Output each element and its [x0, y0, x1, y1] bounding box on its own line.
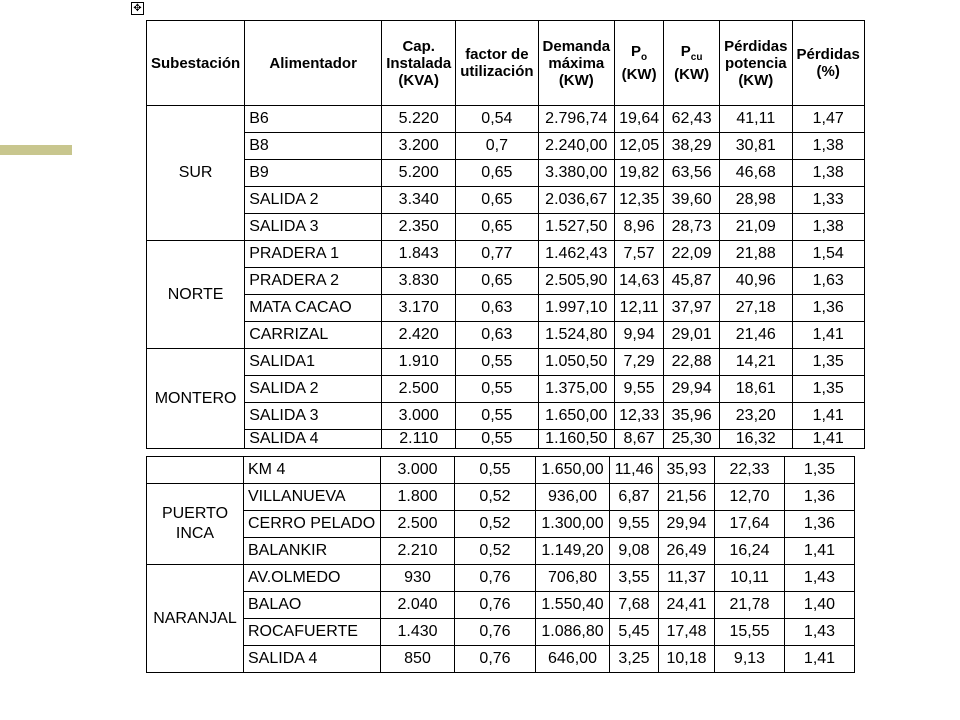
feeder-cell: CERRO PELADO [244, 511, 381, 538]
substation-cell: NARANJAL [147, 565, 244, 673]
value-cell: 12,70 [715, 484, 785, 511]
value-cell: 1,35 [785, 457, 855, 484]
value-cell: 3,55 [610, 565, 659, 592]
value-cell: 18,61 [720, 376, 792, 403]
table-row [147, 322, 865, 349]
value-cell: 0,55 [455, 457, 536, 484]
value-cell: 1,43 [785, 619, 855, 646]
value-cell: 2.040 [381, 592, 455, 619]
feeder-cell: AV.OLMEDO [244, 565, 381, 592]
value-cell: 0,55 [456, 349, 538, 376]
value-cell: 30,81 [720, 133, 792, 160]
table-row [147, 511, 855, 538]
value-cell: 1.300,00 [536, 511, 610, 538]
value-cell: 1,38 [792, 214, 864, 241]
header-substation: Subestación [147, 21, 245, 106]
value-cell: 21,88 [720, 241, 792, 268]
feeder-cell: VILLANUEVA [244, 484, 381, 511]
value-cell: 1.050,50 [538, 349, 615, 376]
header-power-losses: Pérdidas potencia (KW) [720, 21, 792, 106]
table-move-handle-icon[interactable]: ✥ [131, 2, 144, 15]
feeder-cell: KM 4 [244, 457, 381, 484]
value-cell: 62,43 [664, 106, 720, 133]
value-cell: 16,24 [715, 538, 785, 565]
table-row [147, 430, 865, 449]
header-utilization-factor: factor de utilización [456, 21, 538, 106]
value-cell: 1.430 [381, 619, 455, 646]
value-cell: 0,55 [456, 430, 538, 449]
value-cell: 21,09 [720, 214, 792, 241]
value-cell: 11,37 [659, 565, 715, 592]
value-cell: 1.524,80 [538, 322, 615, 349]
value-cell: 22,88 [664, 349, 720, 376]
value-cell: 1.149,20 [536, 538, 610, 565]
value-cell: 1.375,00 [538, 376, 615, 403]
value-cell: 1.160,50 [538, 430, 615, 449]
table-row [147, 619, 855, 646]
table-row [147, 538, 855, 565]
value-cell: 2.350 [382, 214, 456, 241]
value-cell: 11,46 [610, 457, 659, 484]
value-cell: 1.462,43 [538, 241, 615, 268]
value-cell: 3.170 [382, 295, 456, 322]
value-cell: 8,67 [615, 430, 664, 449]
value-cell: 0,52 [455, 484, 536, 511]
value-cell: 1.910 [382, 349, 456, 376]
value-cell: 1,41 [792, 322, 864, 349]
header-row [147, 21, 865, 106]
value-cell: 29,94 [659, 511, 715, 538]
value-cell: 45,87 [664, 268, 720, 295]
value-cell: 1,47 [792, 106, 864, 133]
table-row [147, 457, 855, 484]
value-cell: 936,00 [536, 484, 610, 511]
value-cell: 8,96 [615, 214, 664, 241]
value-cell: 22,09 [664, 241, 720, 268]
value-cell: 29,01 [664, 322, 720, 349]
value-cell: 1.843 [382, 241, 456, 268]
value-cell: 9,94 [615, 322, 664, 349]
value-cell: 1,41 [792, 430, 864, 449]
value-cell: 2.796,74 [538, 106, 615, 133]
value-cell: 0,63 [456, 295, 538, 322]
value-cell: 0,65 [456, 268, 538, 295]
value-cell: 26,49 [659, 538, 715, 565]
feeder-cell: ROCAFUERTE [244, 619, 381, 646]
feeder-cell: B9 [245, 160, 382, 187]
feeder-cell: CARRIZAL [245, 322, 382, 349]
value-cell: 12,33 [615, 403, 664, 430]
value-cell: 2.110 [382, 430, 456, 449]
value-cell: 3.200 [382, 133, 456, 160]
value-cell: 7,29 [615, 349, 664, 376]
table-row [147, 241, 865, 268]
table-row [147, 376, 865, 403]
value-cell: 46,68 [720, 160, 792, 187]
value-cell: 21,56 [659, 484, 715, 511]
value-cell: 10,11 [715, 565, 785, 592]
value-cell: 1,33 [792, 187, 864, 214]
value-cell: 37,97 [664, 295, 720, 322]
value-cell: 39,60 [664, 187, 720, 214]
value-cell: 2.420 [382, 322, 456, 349]
value-cell: 12,35 [615, 187, 664, 214]
value-cell: 0,7 [456, 133, 538, 160]
feeder-cell: PRADERA 1 [245, 241, 382, 268]
value-cell: 0,76 [455, 565, 536, 592]
value-cell: 0,76 [455, 592, 536, 619]
value-cell: 1.650,00 [538, 403, 615, 430]
value-cell: 2.240,00 [538, 133, 615, 160]
table-row [147, 214, 865, 241]
value-cell: 5.200 [382, 160, 456, 187]
value-cell: 1.550,40 [536, 592, 610, 619]
header-feeder: Alimentador [245, 21, 382, 106]
value-cell: 28,73 [664, 214, 720, 241]
substation-table-top [146, 20, 865, 449]
value-cell: 0,65 [456, 160, 538, 187]
value-cell: 1,41 [792, 403, 864, 430]
value-cell: 1,38 [792, 133, 864, 160]
value-cell: 5,45 [610, 619, 659, 646]
value-cell: 2.210 [381, 538, 455, 565]
value-cell: 1.997,10 [538, 295, 615, 322]
value-cell: 9,13 [715, 646, 785, 673]
value-cell: 9,55 [615, 376, 664, 403]
header-max-demand: Demanda máxima (KW) [538, 21, 615, 106]
table-row [147, 592, 855, 619]
value-cell: 1,43 [785, 565, 855, 592]
value-cell: 0,54 [456, 106, 538, 133]
table-row [147, 187, 865, 214]
value-cell: 0,76 [455, 646, 536, 673]
value-cell: 24,41 [659, 592, 715, 619]
value-cell: 3.830 [382, 268, 456, 295]
value-cell: 2.036,67 [538, 187, 615, 214]
header-pcu: $P_{cu}$ (KW) [664, 21, 720, 106]
substation-cell: SUR [147, 106, 245, 241]
value-cell: 35,93 [659, 457, 715, 484]
value-cell: 14,21 [720, 349, 792, 376]
value-cell: 1.527,50 [538, 214, 615, 241]
table-row [147, 295, 865, 322]
value-cell: 706,80 [536, 565, 610, 592]
value-cell: 6,87 [610, 484, 659, 511]
value-cell: 0,52 [455, 538, 536, 565]
value-cell: 850 [381, 646, 455, 673]
value-cell: 1,38 [792, 160, 864, 187]
value-cell: 7,68 [610, 592, 659, 619]
value-cell: 19,64 [615, 106, 664, 133]
value-cell: 12,11 [615, 295, 664, 322]
value-cell: 2.500 [382, 376, 456, 403]
header-loss-percent: Pérdidas (%) [792, 21, 864, 106]
value-cell: 1.800 [381, 484, 455, 511]
value-cell: 3.340 [382, 187, 456, 214]
value-cell: 14,63 [615, 268, 664, 295]
value-cell: 0,65 [456, 214, 538, 241]
value-cell: 19,82 [615, 160, 664, 187]
feeder-cell: BALANKIR [244, 538, 381, 565]
value-cell: 0,76 [455, 619, 536, 646]
feeder-cell: MATA CACAO [245, 295, 382, 322]
value-cell: 3.000 [382, 403, 456, 430]
value-cell: 41,11 [720, 106, 792, 133]
value-cell: 646,00 [536, 646, 610, 673]
value-cell: 10,18 [659, 646, 715, 673]
feeder-cell: SALIDA1 [245, 349, 382, 376]
table-container [146, 20, 865, 673]
table-row [147, 160, 865, 187]
substation-table-bottom [146, 456, 855, 673]
value-cell: 23,20 [720, 403, 792, 430]
value-cell: 21,46 [720, 322, 792, 349]
value-cell: 17,48 [659, 619, 715, 646]
feeder-cell: BALAO [244, 592, 381, 619]
substation-cell: MONTERO [147, 349, 245, 449]
value-cell: 0,52 [455, 511, 536, 538]
value-cell: 930 [381, 565, 455, 592]
value-cell: 0,63 [456, 322, 538, 349]
value-cell: 1,63 [792, 268, 864, 295]
value-cell: 38,29 [664, 133, 720, 160]
value-cell: 12,05 [615, 133, 664, 160]
feeder-cell: PRADERA 2 [245, 268, 382, 295]
substation-cell: NORTE [147, 241, 245, 349]
feeder-cell: B8 [245, 133, 382, 160]
value-cell: 1,36 [785, 511, 855, 538]
table-row [147, 484, 855, 511]
value-cell: 3.000 [381, 457, 455, 484]
value-cell: 9,08 [610, 538, 659, 565]
header-installed-capacity: Cap. Instalada (KVA) [382, 21, 456, 106]
table-row [147, 106, 865, 133]
value-cell: 2.505,90 [538, 268, 615, 295]
feeder-cell: SALIDA 4 [244, 646, 381, 673]
value-cell: 0,77 [456, 241, 538, 268]
value-cell: 0,65 [456, 187, 538, 214]
value-cell: 1,36 [792, 295, 864, 322]
substation-cell [147, 457, 244, 484]
value-cell: 1.086,80 [536, 619, 610, 646]
feeder-cell: SALIDA 2 [245, 187, 382, 214]
value-cell: 40,96 [720, 268, 792, 295]
value-cell: 15,55 [715, 619, 785, 646]
value-cell: 0,55 [456, 403, 538, 430]
value-cell: 16,32 [720, 430, 792, 449]
value-cell: 1,54 [792, 241, 864, 268]
substation-cell: PUERTO INCA [147, 484, 244, 565]
value-cell: 3.380,00 [538, 160, 615, 187]
table-row [147, 349, 865, 376]
feeder-cell: SALIDA 4 [245, 430, 382, 449]
value-cell: 22,33 [715, 457, 785, 484]
table-row [147, 133, 865, 160]
header-po: $P_o$ (KW) [615, 21, 664, 106]
value-cell: 1,41 [785, 646, 855, 673]
value-cell: 28,98 [720, 187, 792, 214]
value-cell: 1.650,00 [536, 457, 610, 484]
value-cell: 25,30 [664, 430, 720, 449]
feeder-cell: SALIDA 3 [245, 403, 382, 430]
table-row [147, 646, 855, 673]
feeder-cell: SALIDA 2 [245, 376, 382, 403]
feeder-cell: SALIDA 3 [245, 214, 382, 241]
value-cell: 1,40 [785, 592, 855, 619]
value-cell: 29,94 [664, 376, 720, 403]
value-cell: 1,36 [785, 484, 855, 511]
value-cell: 7,57 [615, 241, 664, 268]
table-row [147, 268, 865, 295]
value-cell: 5.220 [382, 106, 456, 133]
table-row [147, 565, 855, 592]
feeder-cell: B6 [245, 106, 382, 133]
value-cell: 0,55 [456, 376, 538, 403]
value-cell: 21,78 [715, 592, 785, 619]
value-cell: 3,25 [610, 646, 659, 673]
value-cell: 1,41 [785, 538, 855, 565]
value-cell: 35,96 [664, 403, 720, 430]
value-cell: 63,56 [664, 160, 720, 187]
value-cell: 27,18 [720, 295, 792, 322]
value-cell: 2.500 [381, 511, 455, 538]
value-cell: 9,55 [610, 511, 659, 538]
slide-accent-bar [0, 145, 72, 155]
table-row [147, 403, 865, 430]
value-cell: 1,35 [792, 349, 864, 376]
value-cell: 1,35 [792, 376, 864, 403]
value-cell: 17,64 [715, 511, 785, 538]
